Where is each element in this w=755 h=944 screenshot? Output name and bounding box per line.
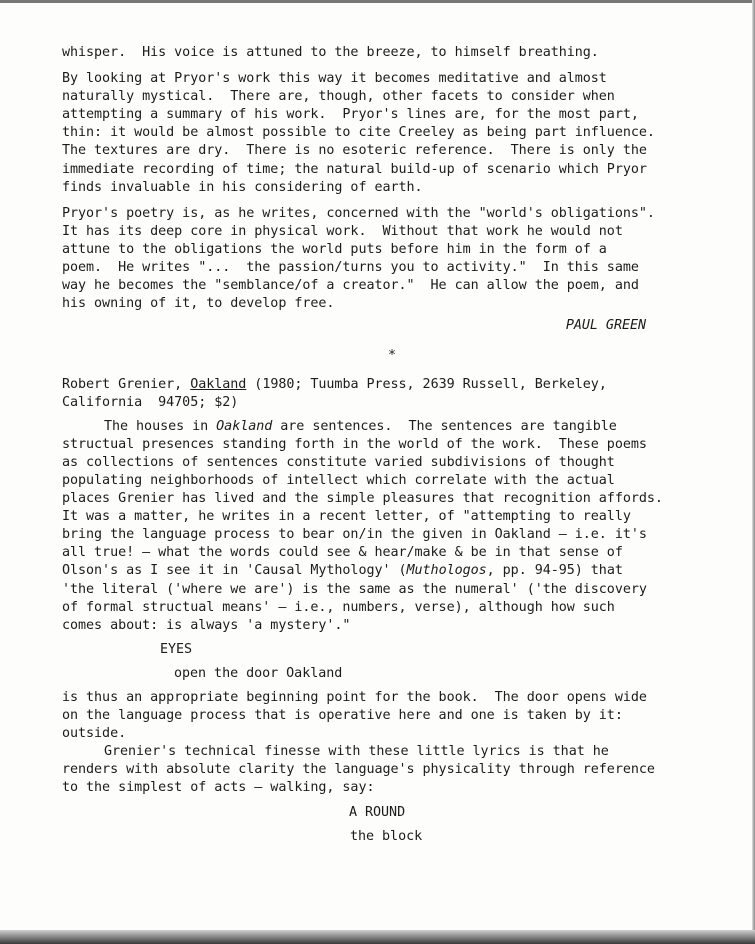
paragraph-line: his owning of it, to develop free. — [62, 296, 335, 312]
paragraph-line: It was a matter, he writes in a recent letter, of "attempting to really — [62, 509, 631, 525]
paragraph-pryor-meditative — [62, 70, 742, 197]
citation-details: (1980; Tuumba Press, 2639 Russell, Berkeley, — [246, 376, 607, 392]
paragraph-line: outside. — [62, 726, 127, 742]
paragraph-line: as collections of sentences constitute varied subdivisions of thought — [62, 454, 615, 470]
verse-line: the block — [350, 828, 423, 844]
paragraph-pryor-obligations — [62, 205, 742, 314]
verse-line: open the door Oakland — [174, 665, 343, 681]
paragraph-line: immediate recording of time; the natural build-up of scenario which Pryor — [62, 161, 647, 177]
paragraph-door-opens — [62, 689, 742, 743]
reviewer-signature: PAUL GREEN — [565, 318, 646, 334]
text-run: are sentences. The sentences are tangible — [272, 418, 617, 434]
paragraph-line: The textures are dry. There is no esoteric reference. There is only the — [62, 143, 647, 159]
page-bottom-edge — [0, 930, 755, 944]
text-run: Olson's as I see it in 'Causal Mythology' ( — [62, 563, 407, 579]
quoted-verse-eyes — [62, 641, 742, 683]
paragraph-line: to the simplest of acts — walking, say: — [62, 780, 375, 796]
paragraph-line: poem. He writes "... the passion/turns you to activity." In this same — [62, 260, 639, 276]
paragraph-line: renders with absolute clarity the language's physicality through reference — [62, 762, 655, 778]
paragraph-line: attempting a summary of his work. Pryor's lines are, for the most part, — [62, 107, 639, 123]
book-title-italic: Oakland — [216, 418, 273, 434]
citation-author: Robert Grenier, — [62, 376, 191, 392]
paragraph-line: whisper. His voice is attuned to the breeze, to himself breathing. — [62, 45, 599, 60]
verse-line: EYES — [160, 641, 193, 657]
paragraph-line: places Grenier has lived and the simple pleasures that recognition affords. — [62, 491, 663, 507]
paragraph-line: structual presences standing forth in the world of the work. These poems — [62, 436, 647, 452]
section-separator: * — [387, 348, 396, 364]
paragraph-line: way he becomes the "semblance/of a creator." He can allow the poem, and — [62, 278, 639, 294]
paragraph-line: finds invaluable in his considering of earth. — [62, 179, 423, 195]
paragraph-line: attune to the obligations the world puts before him in the form of a — [62, 241, 607, 257]
text-column — [62, 44, 742, 846]
paragraph-line: 'the literal ('where we are') is the same as the numeral' ('the discovery — [62, 581, 647, 597]
paragraph-line: It has its deep core in physical work. Without that work he would not — [62, 223, 623, 239]
quoted-verse-round — [62, 804, 742, 846]
paragraph-line: By looking at Pryor's work this way it becomes meditative and almost — [62, 71, 607, 87]
page-top-edge — [0, 0, 755, 3]
text-run: , pp. 94-95) that — [486, 563, 623, 579]
paragraph-technical-finesse — [62, 743, 742, 797]
paragraph-line: on the language process that is operative here and one is taken by it: — [62, 708, 623, 724]
citation-title: Oakland — [190, 376, 247, 392]
paragraph-line: is thus an appropriate beginning point for the book. The door opens wide — [62, 690, 647, 705]
book-title-italic: Muthologos — [406, 563, 487, 579]
citation-details-line: California 94705; $2) — [62, 394, 239, 410]
paragraph-line: bring the language process to bear on/in the given in Oakland — i.e. it's — [62, 527, 647, 543]
paragraph-line: Pryor's poetry is, as he writes, concerned with the "world's obligations". — [62, 205, 655, 221]
paragraph-line: thin: it would be almost possible to cite Creeley as being part influence. — [62, 125, 655, 141]
verse-line: A ROUND — [349, 804, 406, 820]
book-citation — [62, 376, 742, 412]
paragraph-line: naturally mystical. There are, though, other facets to consider when — [62, 89, 615, 105]
paragraph-line: all true! — what the words could see & hear/make & be in that sense of — [62, 545, 623, 561]
paragraph-grenier-houses — [62, 418, 742, 635]
paragraph-line: comes about: is always 'a mystery'." — [62, 617, 351, 633]
paragraph-line: populating neighborhoods of intellect which correlate with the actual — [62, 472, 615, 488]
paragraph-line: Grenier's technical finesse with these little lyrics is that he — [104, 744, 609, 760]
text-run: The houses in — [104, 418, 217, 434]
paragraph-line: of formal structual means' — i.e., numbers, verse), although how such — [62, 599, 615, 615]
